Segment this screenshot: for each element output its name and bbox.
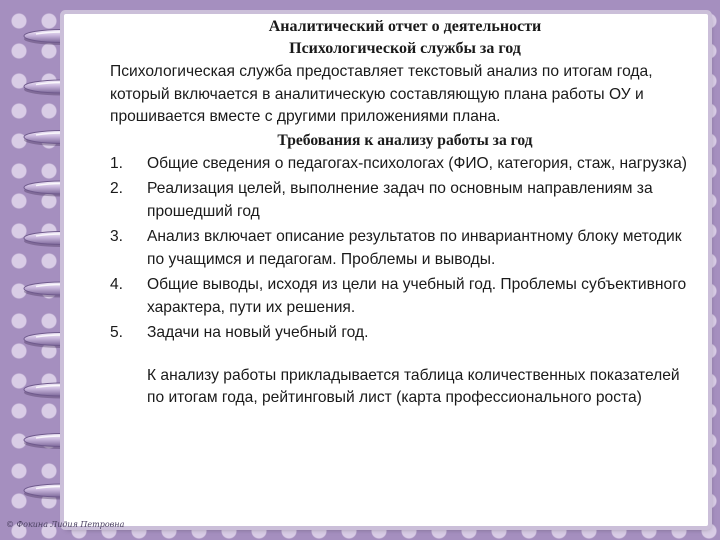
list-item bbox=[110, 274, 700, 319]
list-item bbox=[110, 178, 700, 223]
title-line-2: Психологической службы за год bbox=[289, 40, 521, 57]
item-number: 2. bbox=[110, 180, 124, 197]
list-item bbox=[110, 226, 700, 271]
item-number: 3. bbox=[110, 228, 124, 245]
document-title bbox=[110, 16, 700, 60]
copyright-text: © Фокина Лидия Петровна bbox=[6, 520, 125, 529]
document-page bbox=[110, 16, 700, 516]
item-number: 4. bbox=[110, 276, 124, 293]
attachment-note: К анализу работы прикладывается таблица количественных показателей по итогам года, рейтинговый лист (карта профессионального роста) bbox=[147, 366, 680, 406]
item-text: Общие сведения о педагогах-психологах (ФИО, категория, стаж, нагрузка) bbox=[147, 154, 687, 172]
item-text: Общие выводы, исходя из цели на учебный год. Проблемы субъективного характера, пути их решения. bbox=[147, 276, 687, 316]
item-number: 5. bbox=[110, 324, 124, 341]
requirements-list bbox=[110, 153, 700, 345]
list-item bbox=[110, 322, 700, 345]
requirements-heading: Требования к анализу работы за год bbox=[277, 131, 533, 149]
item-text: Реализация целей, выполнение задач по основным направлениям за прошедший год bbox=[147, 180, 653, 220]
list-item bbox=[110, 153, 700, 176]
intro-paragraph: Психологическая служба предоставляет текстовый анализ по итогам года, который включается в аналитическую составляющую плана работы ОУ и прошивается вместе с другими приложениями плана. bbox=[110, 63, 653, 125]
item-number: 1. bbox=[110, 154, 124, 172]
item-text: Задачи на новый учебный год. bbox=[147, 324, 369, 341]
title-line-1: Аналитический отчет о деятельности bbox=[268, 18, 542, 35]
item-text: Анализ включает описание результатов по инвариантному блоку методик по учащимся и педагогам. Проблемы и выводы. bbox=[147, 228, 682, 268]
